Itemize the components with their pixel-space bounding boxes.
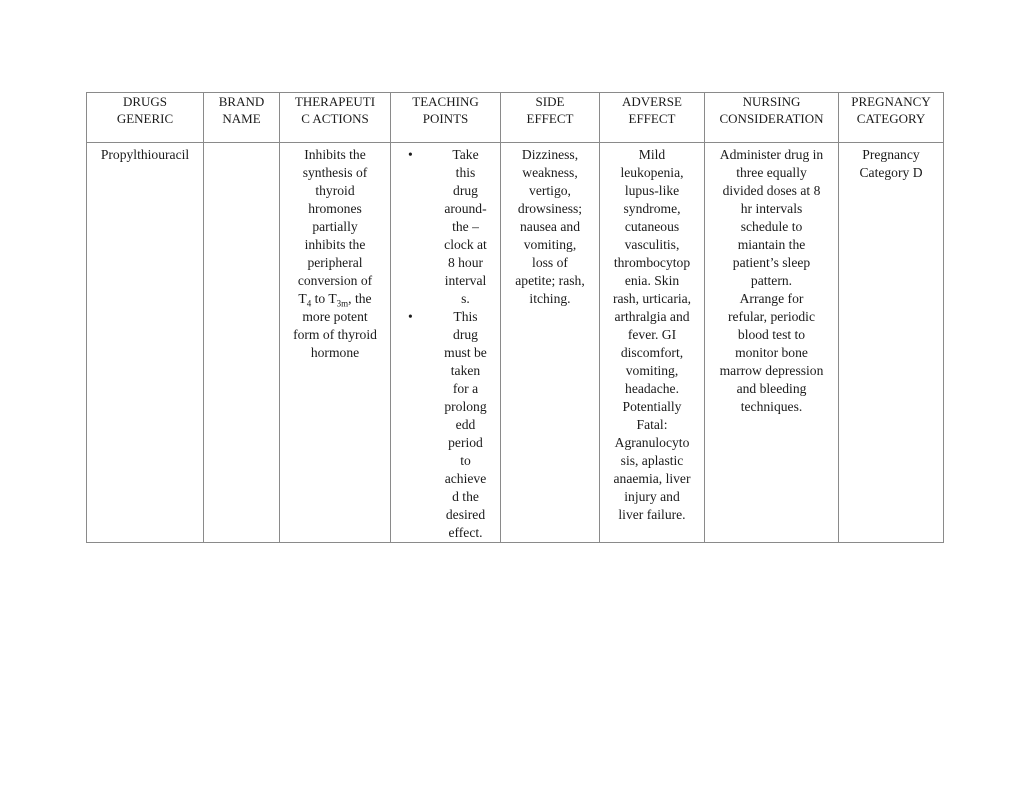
cell-text-line: miantain the bbox=[737, 237, 806, 252]
header-line: ADVERSE bbox=[622, 94, 682, 109]
teaching-point-line: interval bbox=[444, 273, 487, 288]
header-line: NAME bbox=[222, 110, 261, 126]
cell-text-line: hormone bbox=[310, 345, 360, 360]
header-line: TEACHING bbox=[412, 94, 479, 109]
teaching-point-line: to bbox=[460, 453, 471, 468]
cell-text-line: hr intervals bbox=[740, 201, 803, 216]
teaching-point-line: edd bbox=[455, 417, 476, 432]
cell-text-line: techniques. bbox=[740, 399, 803, 414]
header-nursing-consideration bbox=[705, 93, 839, 143]
teaching-point-line: for a bbox=[452, 381, 479, 396]
header-line: EFFECT bbox=[628, 110, 676, 126]
cell-teaching-points bbox=[391, 143, 501, 543]
teaching-point-line: must be bbox=[444, 345, 487, 360]
cell-text-line: anaemia, liver bbox=[613, 471, 691, 486]
teaching-point-line: drug bbox=[453, 183, 478, 198]
header-line: SIDE bbox=[535, 94, 565, 109]
cell-text-line: Pregnancy bbox=[862, 147, 920, 162]
cell-text-line: enia. Skin bbox=[624, 273, 680, 288]
cell-text-line: Arrange for bbox=[739, 291, 804, 306]
cell-text-line: headache. bbox=[625, 381, 679, 396]
cell-text-line: partially bbox=[312, 219, 358, 234]
header-line: C ACTIONS bbox=[301, 110, 369, 126]
cell-text-line: liver failure. bbox=[618, 507, 686, 522]
teaching-point-line: 8 hour bbox=[447, 255, 484, 270]
cell-text-line: itching. bbox=[529, 291, 571, 306]
cell-text-line: monitor bone bbox=[735, 345, 808, 360]
header-line: POINTS bbox=[422, 110, 469, 126]
header-line: BRAND bbox=[218, 94, 265, 109]
cell-text-line: leukopenia, bbox=[620, 165, 684, 180]
cell-text-line: blood test to bbox=[737, 327, 806, 342]
cell-text-line: more potent bbox=[302, 309, 368, 324]
teaching-point-item bbox=[394, 146, 497, 308]
header-therapeutic-actions bbox=[280, 93, 391, 143]
text-part: to T bbox=[311, 291, 337, 306]
cell-text-line: vomiting, bbox=[625, 363, 679, 378]
teaching-point-line: period bbox=[448, 435, 483, 450]
subscript-text: 3m bbox=[336, 298, 349, 309]
header-teaching-points bbox=[391, 93, 501, 143]
cell-text-line: syndrome, bbox=[623, 201, 681, 216]
text-part: T bbox=[298, 291, 307, 306]
header-drugs-generic bbox=[87, 93, 204, 143]
cell-text-line: thyroid bbox=[315, 183, 355, 198]
teaching-point-line: desired bbox=[445, 507, 486, 522]
cell-text-line: apetite; rash, bbox=[515, 273, 585, 288]
cell-text-line: vertigo, bbox=[529, 183, 571, 198]
teaching-point-line: prolong bbox=[444, 399, 487, 414]
header-row bbox=[87, 93, 944, 143]
header-line: DRUGS bbox=[122, 94, 168, 109]
header-adverse-effect bbox=[600, 93, 705, 143]
drug-study-table bbox=[86, 92, 944, 543]
cell-text-line: refular, periodic bbox=[727, 309, 815, 324]
teaching-point-line: effect. bbox=[448, 525, 483, 540]
cell-text-line: arthralgia and bbox=[614, 309, 690, 324]
cell-text-line: drowsiness; bbox=[517, 201, 583, 216]
cell-text-line: Administer drug in bbox=[719, 147, 824, 162]
cell-pregnancy-category bbox=[839, 143, 944, 543]
cell-text-line: pattern. bbox=[750, 273, 793, 288]
header-line: NURSING bbox=[742, 94, 801, 109]
header-line: THERAPEUTI bbox=[294, 94, 376, 109]
drug-row bbox=[87, 143, 944, 543]
teaching-point-line: drug bbox=[453, 327, 478, 342]
cell-text-line: discomfort, bbox=[620, 345, 684, 360]
cell-text-line: fever. GI bbox=[627, 327, 677, 342]
cell-therapeutic-actions bbox=[280, 143, 391, 543]
cell-text-line: vasculitis, bbox=[624, 237, 680, 252]
cell-text-line: marrow depression bbox=[719, 363, 824, 378]
cell-text-line: three equally bbox=[736, 165, 807, 180]
cell-text-line: thrombocytop bbox=[613, 255, 691, 270]
cell-brand-name bbox=[204, 143, 280, 543]
cell-text-line: cutaneous bbox=[624, 219, 680, 234]
cell-text-line: injury and bbox=[624, 489, 680, 504]
cell-adverse-effect bbox=[600, 143, 705, 543]
cell-side-effect bbox=[501, 143, 600, 543]
cell-text-line: inhibits the bbox=[304, 237, 366, 252]
teaching-point-item bbox=[394, 308, 497, 542]
drug-generic-name: Propylthiouracil bbox=[100, 147, 190, 162]
cell-text-line: sis, aplastic bbox=[620, 453, 684, 468]
cell-text-line: Fatal: bbox=[636, 417, 668, 432]
teaching-point-line: around- bbox=[444, 201, 487, 216]
cell-text-line: Agranulocyto bbox=[614, 435, 690, 450]
cell-text-line: form of thyroid bbox=[293, 327, 377, 342]
cell-text-line: schedule to bbox=[740, 219, 803, 234]
cell-drug-generic bbox=[87, 143, 204, 543]
teaching-point-line: this bbox=[455, 165, 476, 180]
header-pregnancy-category bbox=[839, 93, 944, 143]
teaching-point-line: clock at bbox=[444, 237, 487, 252]
header-side-effect bbox=[501, 93, 600, 143]
teaching-point-line: d the bbox=[452, 489, 479, 504]
cell-text-line: synthesis of bbox=[302, 165, 368, 180]
header-line: EFFECT bbox=[526, 110, 574, 126]
cell-text-line: Mild bbox=[638, 147, 666, 162]
cell-text-line: loss of bbox=[532, 255, 568, 270]
bullet-icon: • bbox=[408, 147, 413, 162]
text-part: , the bbox=[348, 291, 372, 306]
header-line: PREGNANCY bbox=[851, 94, 931, 109]
bullet-icon: • bbox=[408, 309, 413, 324]
subscript-text: 4 bbox=[306, 298, 312, 309]
teaching-point-line: s. bbox=[461, 291, 470, 306]
teaching-point-line: the – bbox=[452, 219, 479, 234]
header-line: CONSIDERATION bbox=[719, 110, 824, 126]
teaching-point-line: achieve bbox=[444, 471, 487, 486]
cell-text-line: divided doses at 8 bbox=[722, 183, 821, 198]
cell-text-line: nausea and bbox=[519, 219, 580, 234]
cell-text-line: patient’s sleep bbox=[732, 255, 811, 270]
cell-text-line: Inhibits the bbox=[304, 147, 366, 162]
cell-text-line: rash, urticaria, bbox=[612, 291, 692, 306]
cell-nursing-consideration bbox=[705, 143, 839, 543]
cell-text-line: peripheral bbox=[307, 255, 363, 270]
header-line: GENERIC bbox=[116, 110, 174, 126]
header-brand-name bbox=[204, 93, 280, 143]
cell-text-line: weakness, bbox=[522, 165, 578, 180]
cell-text-line: hromones bbox=[308, 201, 362, 216]
cell-text-line: vomiting, bbox=[523, 237, 577, 252]
cell-text-line: and bleeding bbox=[736, 381, 807, 396]
header-line: CATEGORY bbox=[856, 110, 926, 126]
cell-text-line: Potentially bbox=[622, 399, 682, 414]
cell-text-line bbox=[283, 290, 387, 308]
cell-text-line: conversion of bbox=[297, 273, 373, 288]
teaching-point-line: This bbox=[453, 309, 478, 324]
cell-text-line: lupus-like bbox=[624, 183, 680, 198]
teaching-point-line: taken bbox=[450, 363, 481, 378]
cell-text-line: Category D bbox=[859, 165, 923, 180]
cell-text-line: Dizziness, bbox=[521, 147, 579, 162]
teaching-point-line: Take bbox=[452, 147, 479, 162]
